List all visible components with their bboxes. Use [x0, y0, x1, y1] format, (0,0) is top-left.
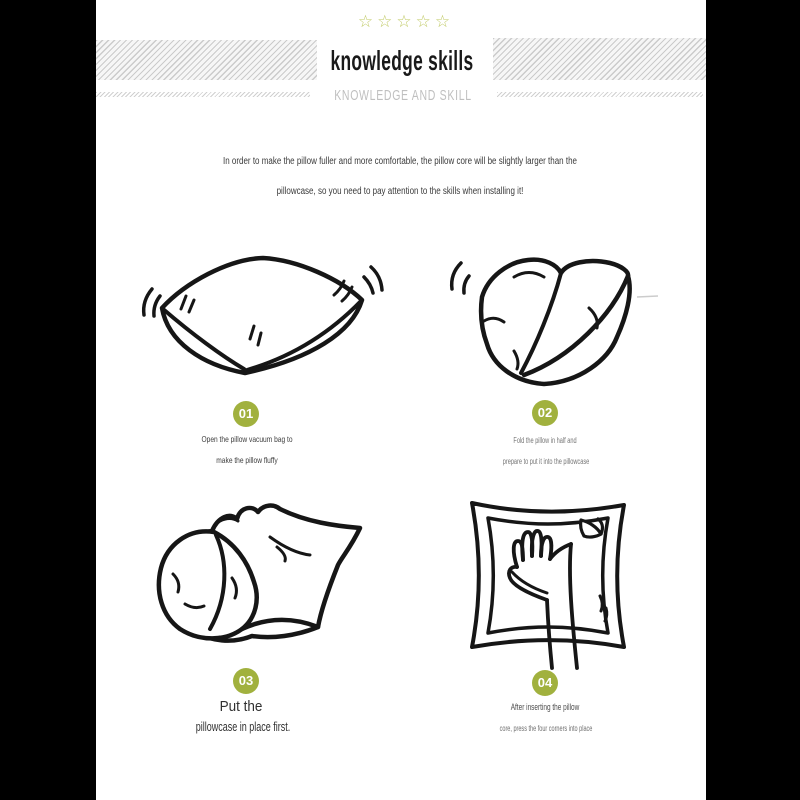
hatch-stripe-left	[96, 40, 317, 80]
star-rating-icon: ☆☆☆☆☆	[357, 12, 455, 31]
step3-caption-line1: Put the	[219, 698, 263, 715]
right-pillarbox	[706, 0, 800, 800]
step1-caption-line2: make the pillow fluffy	[216, 455, 278, 465]
step1-number-badge: 01	[233, 401, 259, 427]
page-title: knowledge skills	[330, 45, 474, 76]
squiggle-line-right	[497, 92, 703, 97]
squiggle-line-left	[96, 92, 310, 97]
hand-pressing-corners-illustration	[450, 490, 660, 675]
step3-caption-line2: pillowcase in place first.	[195, 720, 291, 734]
page-subtitle: KNOWLEDGE AND SKILL	[334, 87, 472, 104]
step4-caption-line2: core, press the four corners into place	[499, 723, 593, 733]
step2-caption-line1: Fold the pillow in half and	[513, 436, 577, 445]
left-pillarbox	[0, 0, 96, 800]
step2-number-badge: 02	[532, 400, 558, 426]
step3-number-badge: 03	[233, 668, 259, 694]
intro-line-1: In order to make the pillow fuller and more comfortable, the pillow core will be slightly larger than the	[223, 156, 577, 167]
step1-caption-line1: Open the pillow vacuum bag to	[201, 434, 293, 444]
pillow-fluff-illustration	[140, 245, 390, 395]
pillow-into-case-illustration	[140, 495, 390, 663]
step2-caption-line2: prepare to put it into the pillowcase	[502, 457, 590, 466]
intro-line-2: pillowcase, so you need to pay attention to the skills when installing it!	[276, 186, 524, 197]
step4-caption-line1: After inserting the pillow	[510, 702, 580, 713]
pillow-folded-illustration	[440, 245, 670, 400]
step4-number-badge: 04	[532, 670, 558, 696]
hatch-stripe-right	[493, 38, 706, 80]
